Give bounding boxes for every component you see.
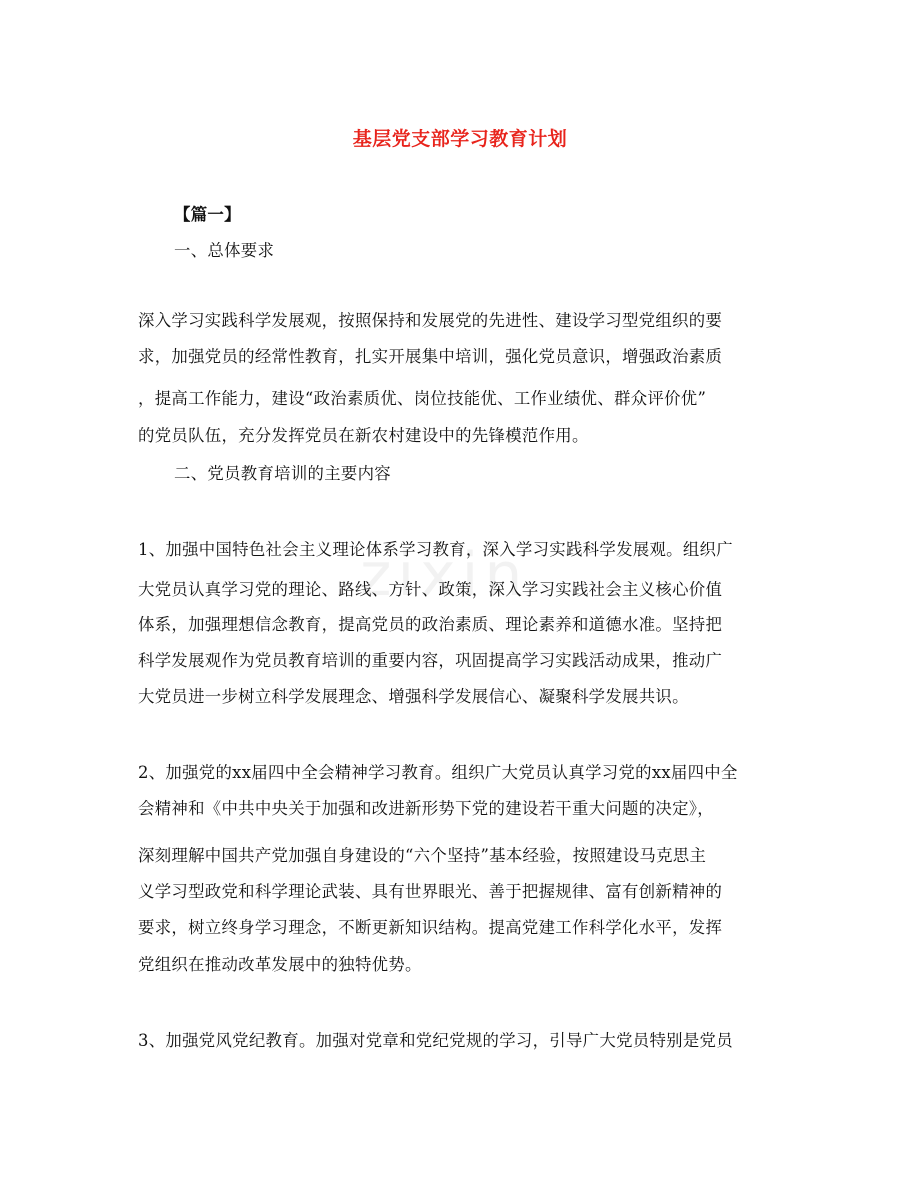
heading-main-content: 二、党员教育培训的主要内容 <box>174 464 391 483</box>
paragraph-line: 2、加强党的xx届四中全会精神学习教育。组织广大党员认真学习党的xx届四中全 <box>138 763 738 782</box>
paragraph-line: 义学习型政党和科学理论武装、具有世界眼光、善于把握规律、富有创新精神的 <box>138 882 723 901</box>
paragraph-line: 会精神和《中共中央关于加强和改进新形势下党的建设若干重大问题的决定》， <box>138 799 714 818</box>
paragraph-line: 深刻理解中国共产党加强自身建设的“六个坚持”基本经验，按照建设马克思主 <box>138 846 707 865</box>
section-label: 【篇一】 <box>174 205 241 224</box>
document-title: 基层党支部学习教育计划 <box>352 128 568 150</box>
paragraph-line: 科学发展观作为党员教育培训的重要内容，巩固提高学习实践活动成果，推动广 <box>138 651 723 670</box>
paragraph-line: 求，加强党员的经常性教育，扎实开展集中培训，强化党员意识，增强政治素质 <box>138 347 723 366</box>
paragraph-line: 的党员队伍，充分发挥党员在新农村建设中的先锋模范作用。 <box>138 426 589 445</box>
paragraph-line: 要求，树立终身学习理念，不断更新知识结构。提高党建工作科学化水平，发挥 <box>138 918 723 937</box>
watermark-text: zixin <box>360 540 529 610</box>
paragraph-line: 3、加强党风党纪教育。加强对党章和党纪党规的学习，引导广大党员特别是党员 <box>138 1031 733 1050</box>
heading-general-requirements: 一、总体要求 <box>174 241 275 260</box>
paragraph-line: 1、加强中国特色社会主义理论体系学习教育，深入学习实践科学发展观。组织广 <box>138 540 733 559</box>
paragraph-line: 大党员认真学习党的理论、路线、方针、政策，深入学习实践社会主义核心价值 <box>138 580 723 599</box>
paragraph-line: ，提高工作能力，建设“政治素质优、岗位技能优、工作业绩优、群众评价优” <box>138 389 707 408</box>
paragraph-line: 深入学习实践科学发展观，按照保持和发展党的先进性、建设学习型党组织的要 <box>138 311 723 330</box>
paragraph-line: 体系，加强理想信念教育，提高党员的政治素质、理论素养和道德水准。坚持把 <box>138 615 723 634</box>
paragraph-line: 党组织在推动改革发展中的独特优势。 <box>138 955 422 974</box>
paragraph-line: 大党员进一步树立科学发展理念、增强科学发展信心、凝聚科学发展共识。 <box>138 687 689 706</box>
